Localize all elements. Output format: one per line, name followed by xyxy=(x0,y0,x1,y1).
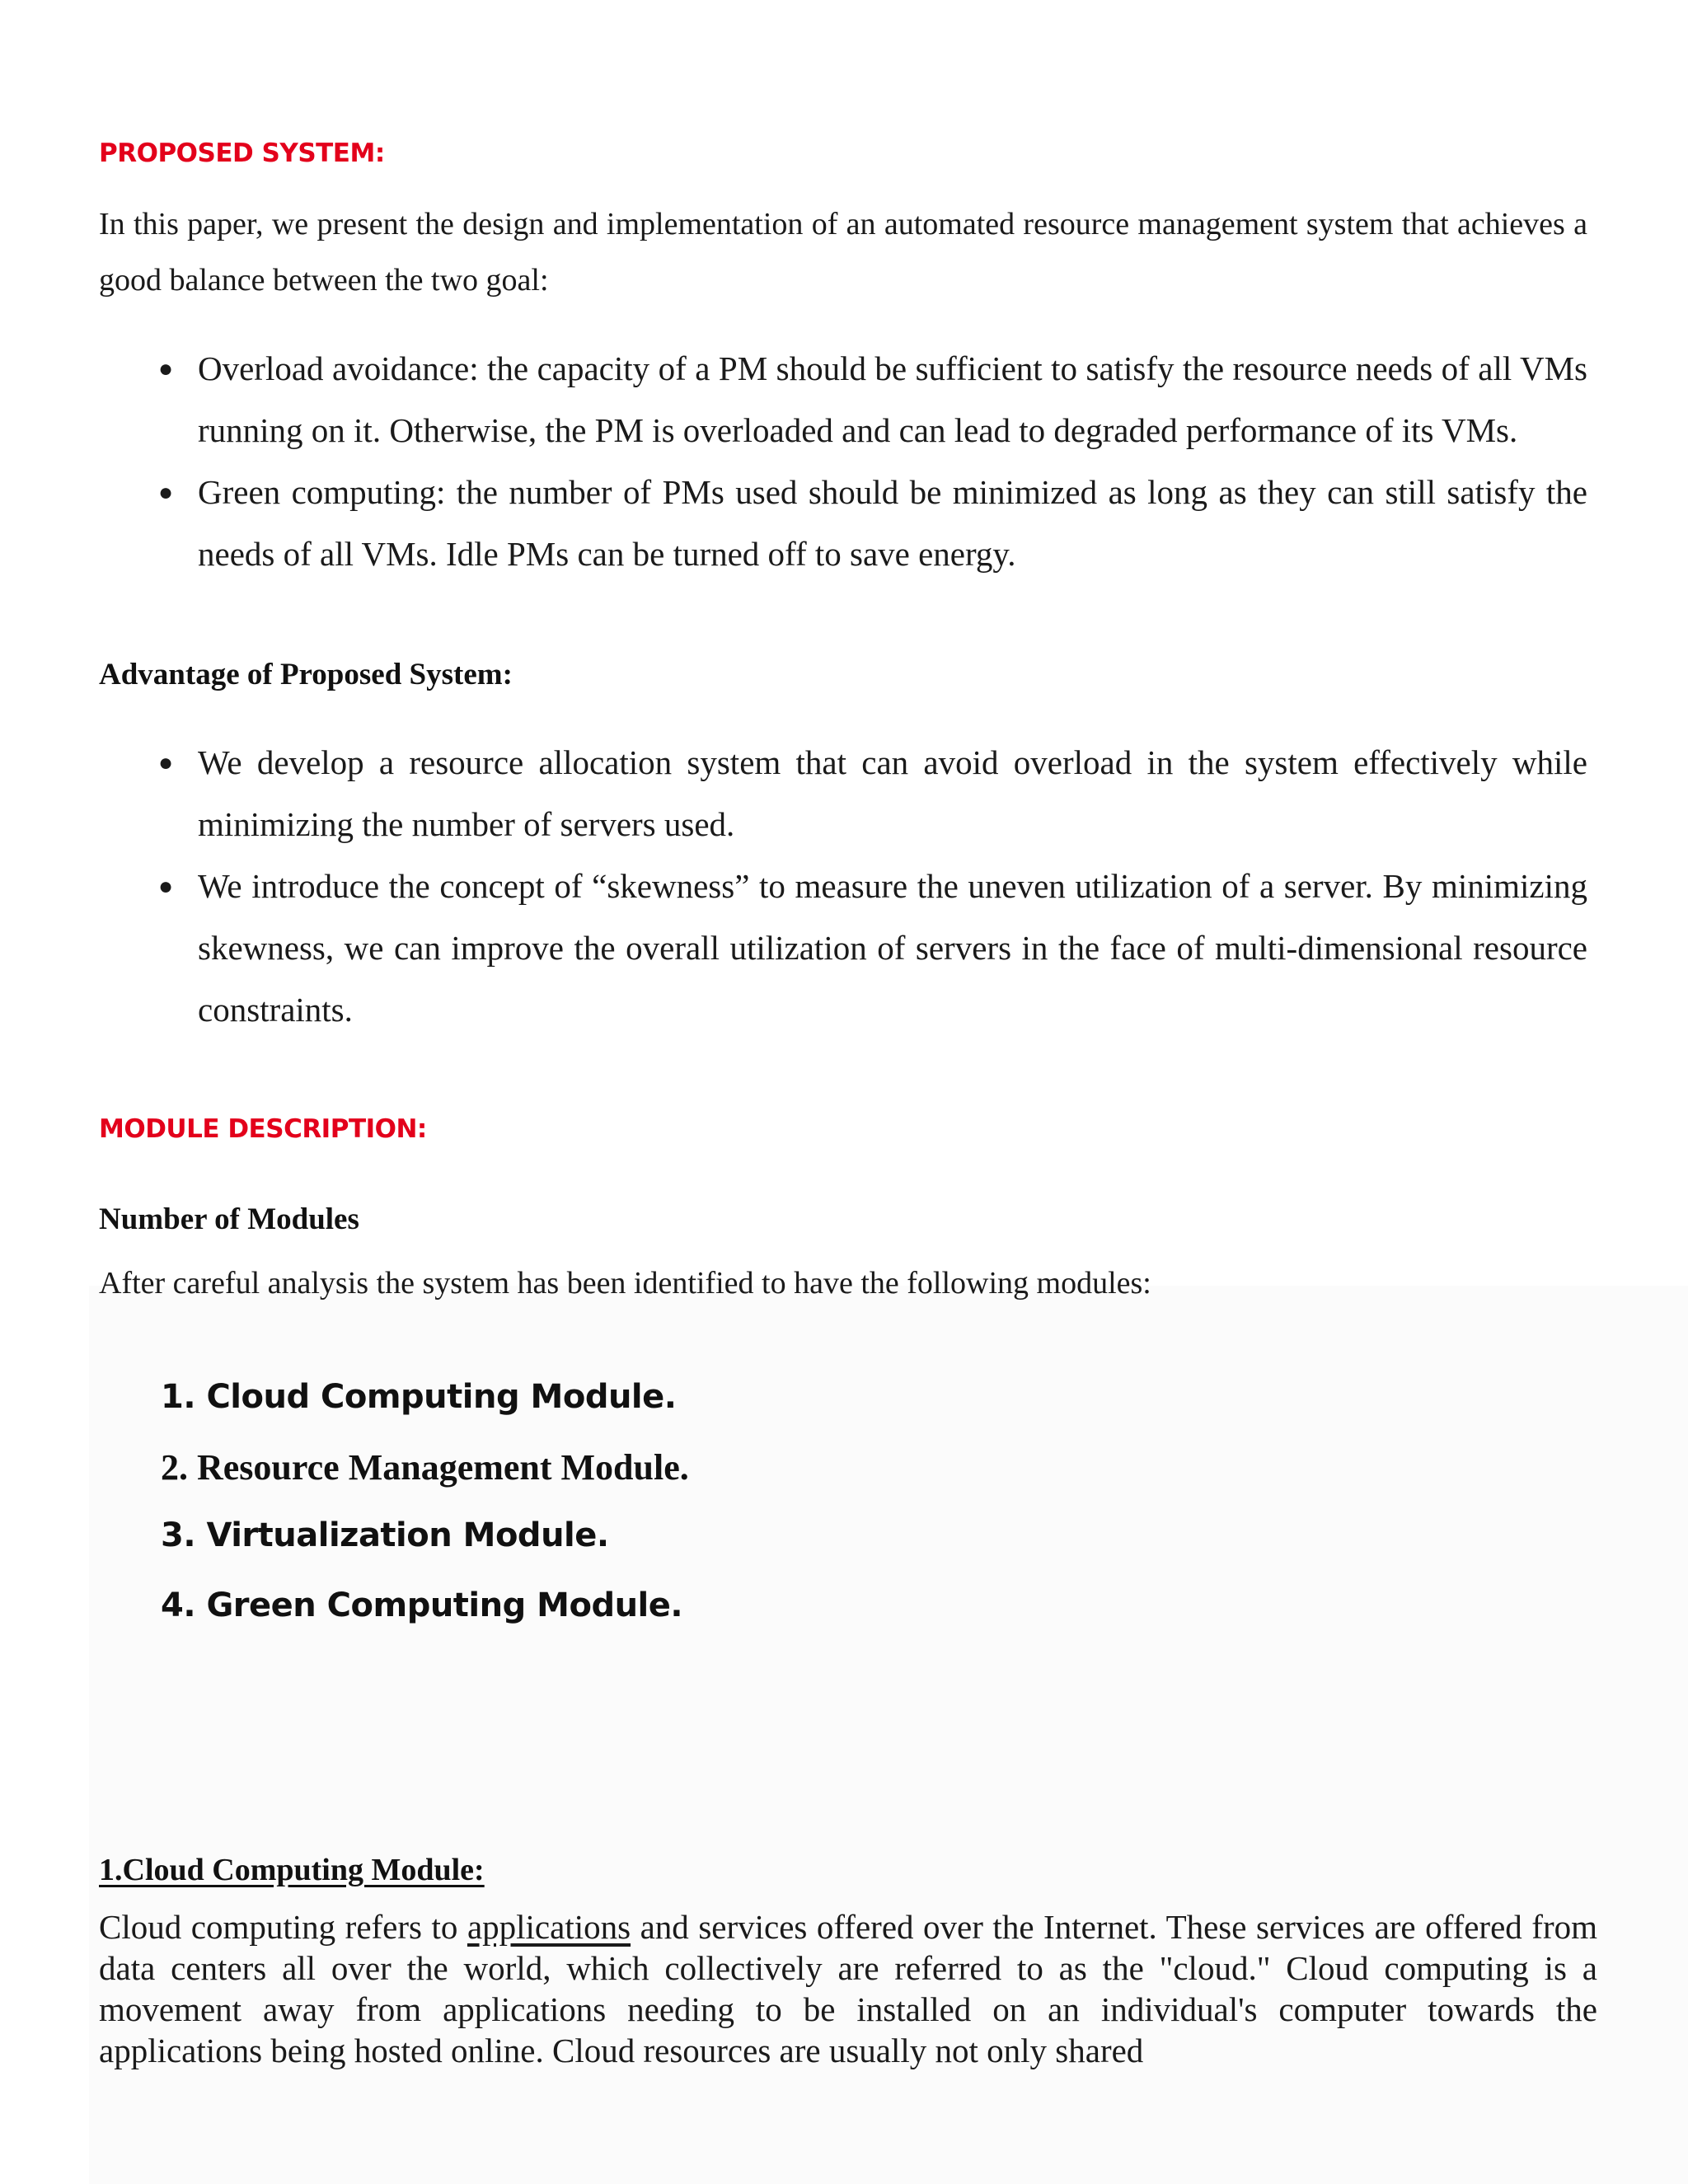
number-of-modules-heading: Number of Modules xyxy=(99,1202,359,1236)
bullet-icon: ● xyxy=(158,749,174,776)
advantage-text: We develop a resource allocation system that can avoid overload in the system effectively while minimizing the number of servers used. xyxy=(198,743,1587,843)
bullet-icon: ● xyxy=(158,479,174,506)
bullet-icon: ● xyxy=(158,355,174,382)
cloud-module-heading: 1.Cloud Computing Module: xyxy=(99,1853,485,1887)
cloud-text-rest: and services offered over the Internet. These services are offered from data centers all over the world, which collectively are referred to as the "cloud." Cloud computing is a movement away from applications needing to be installed on an individual's computer towards the applications being hosted online. Cloud resources are usually not only shared xyxy=(99,1908,1597,2069)
list-item xyxy=(99,732,1587,855)
goals-list xyxy=(99,338,1587,585)
goal-text: Overload avoidance: the capacity of a PM should be sufficient to satisfy the resource needs of all VMs running on it. Otherwise, the PM is overloaded and can lead to degraded performance of its VMs. xyxy=(198,349,1587,449)
module-item-resource-management: 2. Resource Management Module. xyxy=(161,1447,689,1488)
advantage-list xyxy=(99,732,1587,1041)
advantage-heading: Advantage of Proposed System: xyxy=(99,658,513,691)
cloud-module-paragraph xyxy=(99,1906,1597,2071)
advantage-text: We introduce the concept of “skewness” to measure the uneven utilization of a server. By minimizing skewness, we can improve the overall utilization of servers in the face of multi-dimensional resource constraints. xyxy=(198,867,1587,1029)
cloud-text-start: Cloud computing refers to xyxy=(99,1908,467,1946)
proposed-system-heading: PROPOSED SYSTEM: xyxy=(99,138,385,168)
list-item xyxy=(99,462,1587,585)
applications-link[interactable]: applications xyxy=(467,1908,631,1946)
proposed-system-intro: In this paper, we present the design and implementation of an automated resource management system that achieves a good balance between the two goal: xyxy=(99,207,1587,298)
list-item xyxy=(99,338,1587,462)
module-item-virtualization: 3. Virtualization Module. xyxy=(161,1516,609,1554)
module-item-green-computing: 4. Green Computing Module. xyxy=(161,1586,683,1624)
modules-intro: After careful analysis the system has been identified to have the following modules: xyxy=(99,1266,1151,1301)
goal-text: Green computing: the number of PMs used should be minimized as long as they can still satisfy the needs of all VMs. Idle PMs can be turned off to save energy. xyxy=(198,473,1587,573)
module-description-heading: MODULE DESCRIPTION: xyxy=(99,1114,427,1144)
bullet-icon: ● xyxy=(158,873,174,900)
module-item-cloud-computing: 1. Cloud Computing Module. xyxy=(161,1378,677,1416)
list-item xyxy=(99,855,1587,1041)
